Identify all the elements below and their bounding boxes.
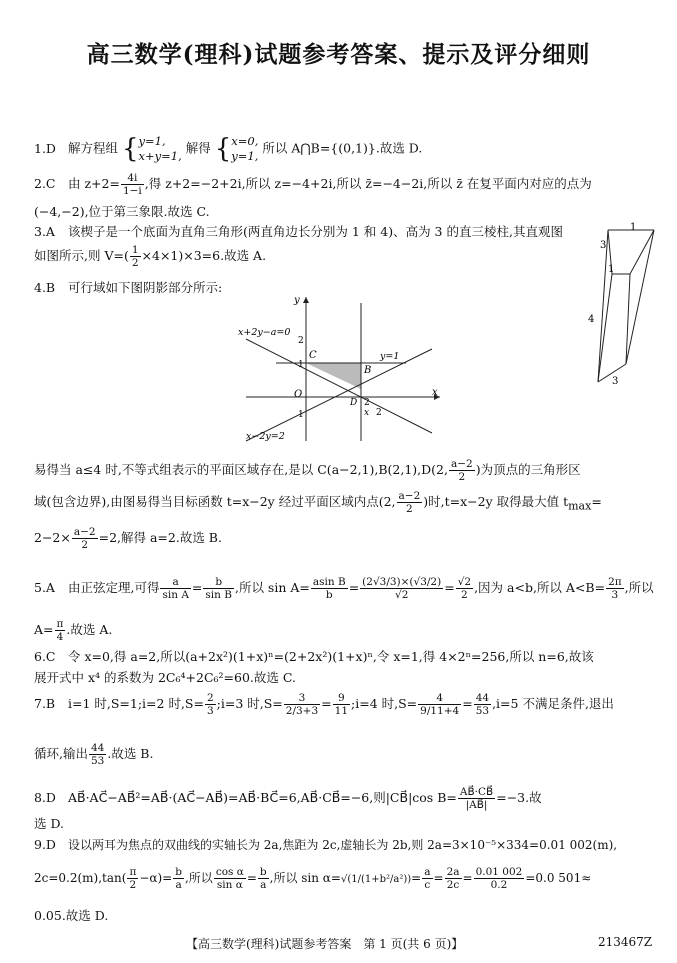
q9: 9.D 设以两耳为焦点的双曲线的实轴长为 2a,焦距为 2c,虚轴长为 2b,则 2a=3×10⁻⁵×334=0.01 002(m), (34, 837, 618, 852)
y-axis-label: y (294, 295, 300, 306)
q2-text: 由 z+2= (67, 176, 120, 191)
q2-line2: (−4,−2),位于第三象限.故选 C. (34, 204, 210, 219)
tick-2-label: 2 (364, 398, 370, 408)
prism-label-1b: 1 (608, 264, 615, 275)
q7-line2: 循环,输出 $\frac{44}{53}$ .故选 B. (34, 742, 154, 767)
q6-number: 6.C (34, 649, 56, 664)
q9-line2: 2c=0.2(m),tan( $\frac{\pi}{2}$ −α)= $\frac{b}{a}$ ,所以 $\frac{\text{cos α}}{\text{sin α}}$ = $\frac{b}{a}$ ,所以 sin α=√(1/(1+b²/a²))= $\frac{a}{c}$ = $\frac{2a}{2c}$ = $\frac{0.01 002}{0.2}$ =0.0 501≈ (34, 866, 592, 891)
tick-x-label: x (364, 408, 370, 418)
feasible-region-graph (236, 293, 442, 443)
prism-label-4: 4 (588, 314, 595, 325)
q4-number: 4.B (34, 280, 56, 295)
q3-line2: 如图所示,则 V=( $\frac{1}{2}$ ×4×1)×3=6.故选 A. (34, 244, 267, 269)
prism-label-1: 1 (630, 222, 637, 233)
tick-2b-label: 2 (376, 408, 382, 418)
q4-line2: 易得当 a≤4 时,不等式组表示的平面区域存在,是以 C(a−2,1),B(2,1),D(2, $\frac{a-2}{2}$ )为顶点的三角形区 (34, 458, 581, 483)
q9-line3: 0.05.故选 D. (34, 908, 109, 923)
q3 (34, 222, 563, 240)
q1-number: 1.D (34, 140, 56, 156)
line-y1-label: y=1 (380, 351, 400, 362)
prism-label-3: 3 (600, 240, 607, 251)
q1-system1: y=1, x+y=1, (138, 134, 182, 163)
q7: 7.B i=1 时,S=1;i=2 时,S= $\frac{2}{3}$ ;i=3 时,S= $\frac{3}{2/3+3}$ = $\frac{9}{11}$ ;i=4 时,S= $\frac{4}{9/11+4}$ = $\frac{44}{53}$ ,i=5 不满足条件,退出 (34, 692, 614, 717)
q5-line2: A= $\frac{\pi}{4}$ .故选 A. (34, 618, 113, 643)
q1-text-c: 所以 A⋂B={(0,1)}.故选 D. (262, 140, 423, 156)
q4-line3: 域(包含边界),由图易得当目标函数 t=x−2y 经过平面区域内点(2, $\frac{a-2}{2}$ )时,t=x−2y 取得最大值 $t_{max}=$ (34, 490, 602, 515)
tick-neg1-label: 1 (298, 410, 304, 420)
q1-text: 解方程组 (67, 140, 118, 156)
point-d-label: D (350, 398, 358, 408)
q4-text: 可行域如下图阴影部分所示: (67, 280, 223, 295)
q5: 5.A 由正弦定理,可得 $\frac{a}{\text{sin A}}$ = $\frac{b}{\text{sin B}}$ ,所以 sin A= $\frac{\text{asin B}}{b}$ = $\frac{(2√3/3)\times(√3/2)}{√2}$ = $\frac{√2}{2}$ ,因为 a<b,所以 A<B= $\frac{2\pi}{3}$ ,所以 (34, 576, 654, 601)
q6-line2: 展开式中 x⁴ 的系数为 2C₆⁴+2C₆²=60.故选 C. (34, 670, 296, 685)
q6: 6.C 令 x=0,得 a=2,所以(a+2x²)(1+x)ⁿ=(2+2x²)(1+x)ⁿ,令 x=1,得 4×2ⁿ=256,所以 n=6,故该 (34, 649, 594, 664)
x-axis-label: x (432, 387, 438, 398)
q5-number: 5.A (34, 580, 55, 595)
q2 (34, 172, 592, 197)
tick-1-label: 1 (298, 360, 304, 370)
q1-system2: x=0, y=1, (231, 134, 259, 163)
line-b-label: x−2y=2 (246, 431, 285, 442)
point-c-label: C (309, 350, 317, 361)
q2-fraction: $\frac{4i}{1-i}$ (122, 172, 142, 197)
document-code: 213467Z (598, 935, 653, 949)
line-a-label: x+2y−a=0 (238, 327, 291, 338)
q3-number: 3.A (34, 224, 55, 239)
q8: 8.D AB⃗·AC⃗−AB⃗²=AB⃗·(AC⃗−AB⃗)=AB⃗·BC⃗=6,AB⃗·CB⃗=−6,则|CB⃗|cos B= $\frac{AB⃗\cdot CB⃗}{|AB⃗|}$ =−3.故 (34, 786, 542, 811)
q1 (34, 134, 422, 164)
q4 (34, 278, 222, 296)
q1-text-b: 解得 (185, 140, 211, 156)
q4-line4: 2−2× $\frac{a-2}{2}$ =2,解得 a=2.故选 B. (34, 526, 222, 551)
page-footer: 【高三数学(理科)试题参考答案 第 1 页(共 6 页)】 (186, 937, 464, 951)
q8-line2: 选 D. (34, 816, 65, 831)
line-x2y-a (246, 339, 432, 433)
q7-number: 7.B (34, 696, 56, 711)
q2-number: 2.C (34, 176, 56, 191)
y-axis-arrow-icon (303, 297, 309, 303)
q8-number: 8.D (34, 790, 56, 805)
shaded-region (306, 363, 361, 389)
prism-label-3b: 3 (612, 376, 619, 387)
origin-label: O (294, 389, 303, 400)
q3-fraction: $\frac{1}{2}$ (131, 244, 139, 269)
q2-text-b: ,得 z+2=−2+2i,所以 z=−4+2i,所以 z̄=−4−2i,所以 z̄ 在复平面内对应的点为 (144, 176, 592, 191)
page-title: 高三数学(理科)试题参考答案、提示及评分细则 (86, 41, 591, 68)
brace-icon: { (214, 134, 232, 164)
q9-number: 9.D (34, 837, 56, 852)
q3-text: 该楔子是一个底面为直角三角形(两直角边长分别为 1 和 4)、高为 3 的直三棱柱,其直观图 (67, 224, 563, 239)
prism-figure (584, 222, 664, 392)
point-b-label: B (364, 365, 372, 376)
tick-2c-label: 2 (298, 336, 304, 346)
brace-icon: { (121, 134, 139, 164)
